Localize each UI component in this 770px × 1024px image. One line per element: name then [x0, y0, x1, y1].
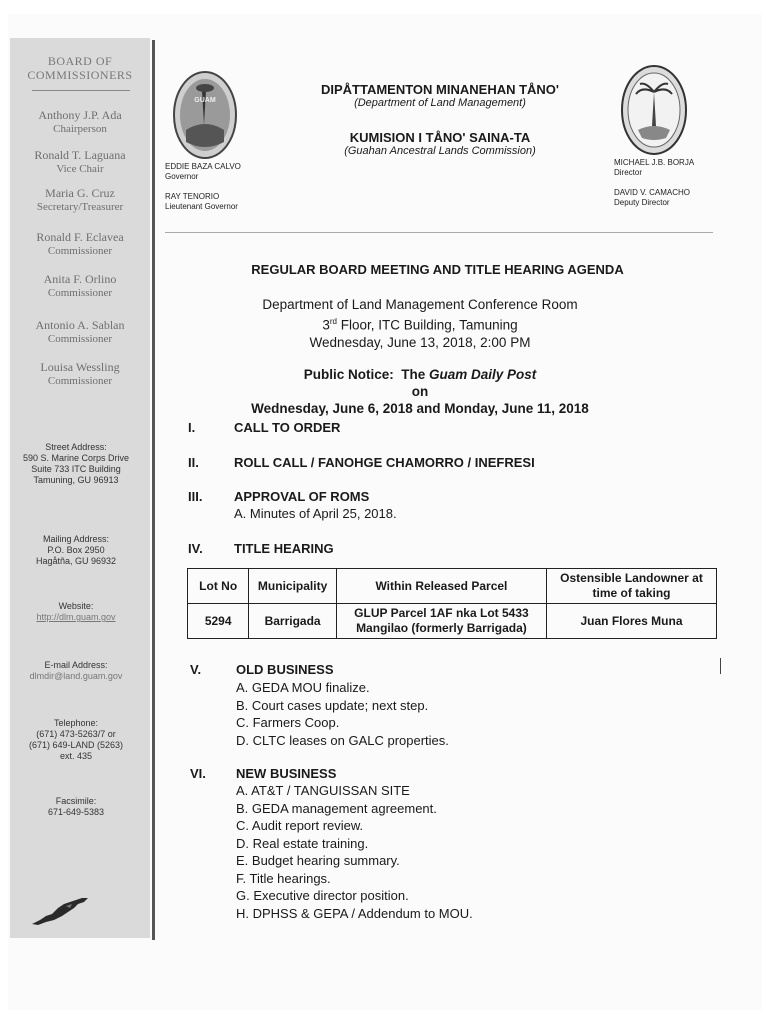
section-title: ROLL CALL / FANOHGE CHAMORRO / INEFRESI [234, 455, 535, 470]
section-title: APPROVAL OF ROMS [234, 489, 370, 504]
seal-text: GUAM [194, 97, 216, 104]
commission-name: KUMISION I TÅNO' SAINA-TA [349, 130, 531, 145]
board-heading-line1: BOARD OF [47, 54, 113, 68]
facsimile-line: 671-649-5383 [47, 807, 105, 817]
new-business-items [236, 782, 473, 922]
telephone-line: (671) 649-LAND (5263) [28, 740, 124, 750]
telephone-line: (671) 473-5263/7 or [36, 729, 116, 739]
table-row [188, 604, 717, 639]
section-number: III. [188, 489, 203, 504]
table-cell: Juan Flores Muna [547, 604, 717, 639]
member-commissioner [10, 360, 150, 388]
street-address [2, 442, 150, 486]
member-title: Commissioner [47, 333, 113, 345]
sidebar-border-line [152, 40, 155, 940]
member-commissioner [10, 230, 150, 258]
mailing-address-line: P.O. Box 2950 [47, 545, 105, 555]
commission-block [260, 130, 620, 157]
table-cell: 5294 [188, 604, 249, 639]
margin-mark [720, 658, 721, 674]
member-name: Maria G. Cruz [45, 186, 115, 200]
official-name: DAVID V. CAMACHO [614, 188, 691, 197]
member-name: Louisa Wessling [40, 360, 120, 374]
member-secretary [10, 186, 150, 214]
street-address-label: Street Address: [45, 442, 107, 452]
column-header: Ostensible Landowner at time of taking [547, 569, 717, 604]
governor [165, 162, 241, 182]
section-title: NEW BUSINESS [236, 766, 337, 781]
member-name: Ronald T. Laguana [34, 148, 126, 162]
department-english: (Department of Land Management) [354, 97, 526, 109]
title-hearing-table [187, 568, 717, 639]
department-name: DIPÅTTAMENTON MINANEHAN TÅNO' [320, 82, 560, 97]
commission-english: (Guahan Ancestral Lands Commission) [344, 145, 536, 157]
street-address-line: 590 S. Marine Corps Drive [22, 453, 130, 463]
section-number: IV. [188, 541, 203, 556]
agenda-item: B. Court cases update; next step. [236, 697, 429, 713]
director [614, 158, 694, 178]
member-chairperson [10, 108, 150, 136]
section-title: TITLE HEARING [234, 541, 334, 556]
agenda-item: F. Title hearings. [236, 870, 331, 886]
member-commissioner [10, 318, 150, 346]
old-business-items [236, 679, 449, 749]
venue-block [200, 296, 640, 351]
street-address-line: Tamuning, GU 96913 [33, 475, 119, 485]
board-heading-line2: COMMISSIONERS [27, 68, 133, 82]
email-label: E-mail Address: [44, 660, 108, 670]
member-name: Anthony J.P. Ada [38, 108, 122, 122]
column-header: Within Released Parcel [336, 569, 546, 604]
section-number: VI. [190, 766, 206, 781]
member-title: Commissioner [47, 375, 113, 387]
official-title: Deputy Director [614, 198, 670, 207]
official-title: Governor [165, 172, 199, 181]
department-block [260, 82, 620, 109]
agenda-item: C. Farmers Coop. [236, 715, 340, 730]
member-title: Secretary/Treasurer [36, 201, 124, 213]
lieutenant-governor [165, 192, 238, 212]
public-notice [200, 366, 640, 417]
venue-location: 3rd Floor, ITC Building, Tamuning [322, 317, 518, 333]
galc-seal-icon [620, 64, 688, 156]
facsimile [2, 796, 150, 818]
official-title: Director [614, 168, 643, 177]
website-label: Website: [58, 601, 94, 611]
mailing-address-line: Hagåtña, GU 96932 [35, 556, 117, 566]
public-notice-line2: Wednesday, June 6, 2018 and Monday, June 11, 2018 [251, 401, 589, 416]
email [2, 660, 150, 682]
agenda-item: D. Real estate training. [236, 835, 369, 851]
agenda-item: C. Audit report review. [236, 818, 364, 833]
section-title: OLD BUSINESS [236, 662, 334, 677]
member-title: Commissioner [47, 287, 113, 299]
agenda-item: A. Minutes of April 25, 2018. [234, 506, 397, 521]
column-header: Municipality [249, 569, 336, 604]
header-divider [165, 232, 713, 233]
official-title: Lieutenant Governor [165, 202, 238, 211]
telephone-label: Telephone: [53, 718, 99, 728]
agenda-item: A. AT&T / TANGUISSAN SITE [236, 783, 410, 798]
guam-island-icon [30, 892, 94, 928]
deputy-director [614, 188, 690, 208]
approval-items [234, 505, 397, 523]
member-vice-chair [10, 148, 150, 176]
official-name: MICHAEL J.B. BORJA [614, 158, 695, 167]
member-name: Ronald F. Eclavea [36, 230, 124, 244]
telephone [2, 718, 150, 762]
venue-datetime: Wednesday, June 13, 2018, 2:00 PM [309, 334, 531, 350]
table-header-row [188, 569, 717, 604]
email-link[interactable]: dlmdir@land.guam.gov [29, 671, 123, 681]
member-title: Commissioner [47, 245, 113, 257]
website [2, 601, 150, 623]
section-title: CALL TO ORDER [234, 420, 341, 435]
member-title: Vice Chair [56, 163, 104, 175]
member-name: Anita F. Orlino [43, 272, 117, 286]
facsimile-label: Facsimile: [55, 796, 97, 806]
telephone-line: ext. 435 [59, 751, 93, 761]
table-cell: GLUP Parcel 1AF nka Lot 5433 Mangilao (formerly Barrigada) [336, 604, 546, 639]
official-name: RAY TENORIO [165, 192, 220, 201]
mailing-address [2, 534, 150, 567]
section-number: II. [188, 455, 199, 470]
column-header: Lot No [188, 569, 249, 604]
section-number: I. [188, 420, 196, 435]
agenda-item: H. DPHSS & GEPA / Addendum to MOU. [236, 905, 473, 921]
member-title: Chairperson [53, 123, 107, 135]
agenda-title: REGULAR BOARD MEETING AND TITLE HEARING AGENDA [251, 262, 624, 277]
sidebar-divider [32, 90, 130, 91]
member-commissioner [10, 272, 150, 300]
agenda-item: G. Executive director position. [236, 888, 409, 903]
member-name: Antonio A. Sablan [35, 318, 125, 332]
guam-seal-icon [172, 70, 238, 160]
mailing-address-label: Mailing Address: [42, 534, 110, 544]
venue-room: Department of Land Management Conference Room [262, 297, 578, 312]
table-cell: Barrigada [249, 604, 336, 639]
public-notice-line1: Public Notice: The Guam Daily Post on [303, 367, 537, 399]
agenda-item: E. Budget hearing summary. [236, 853, 400, 868]
official-name: EDDIE BAZA CALVO [165, 162, 241, 171]
agenda-item: D. CLTC leases on GALC properties. [236, 732, 449, 748]
section-number: V. [190, 662, 202, 677]
agenda-item: B. GEDA management agreement. [236, 800, 437, 816]
street-address-line: Suite 733 ITC Building [31, 464, 121, 474]
website-link[interactable]: http://dlm.guam.gov [36, 612, 116, 622]
sidebar [10, 38, 150, 938]
agenda-item: A. GEDA MOU finalize. [236, 680, 370, 695]
